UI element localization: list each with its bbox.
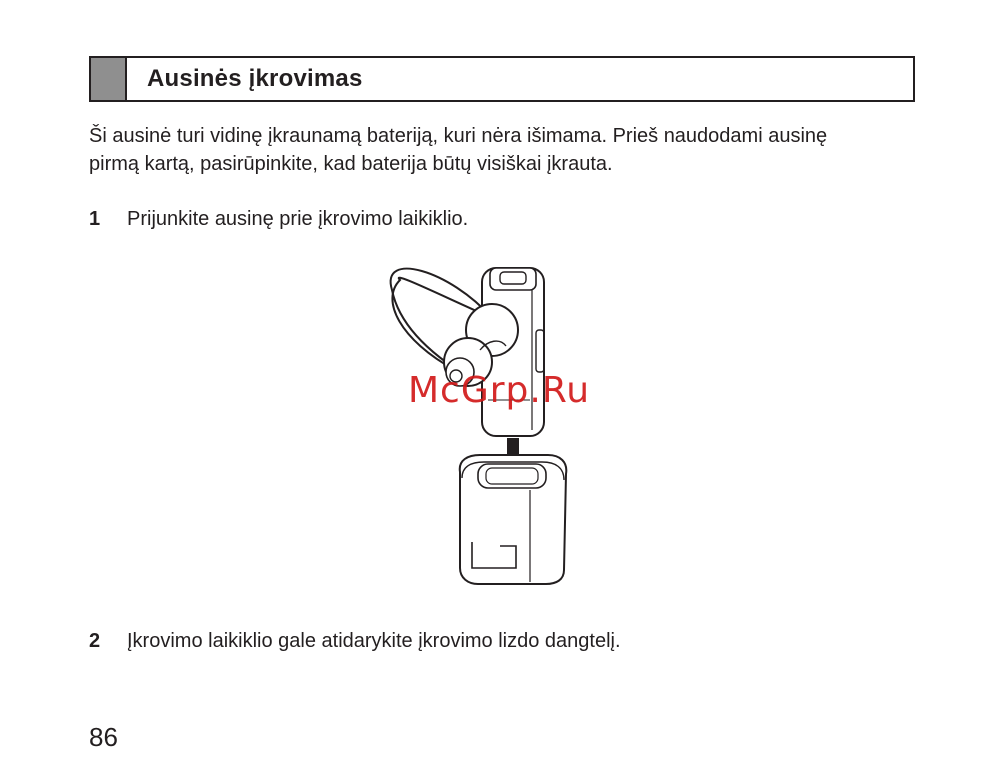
- page-number: 86: [89, 722, 118, 752]
- header-tab-marker: [91, 58, 127, 100]
- charging-cradle: [460, 455, 567, 584]
- step-text: Prijunkite ausinę prie įkrovimo laikiklio.: [127, 208, 469, 230]
- intro-paragraph: [89, 122, 929, 178]
- step-text: Įkrovimo laikiklio gale atidarykite įkrovimo lizdo dangtelį.: [127, 630, 621, 652]
- section-title: Ausinės įkrovimas: [147, 65, 363, 92]
- watermark-text: McGrp.Ru: [408, 370, 591, 411]
- step-number: 2: [89, 630, 101, 652]
- intro-line-1: Ši ausinė turi vidinę įkraunamą bateriją, kuri nėra išimama. Prieš naudodami ausinę: [89, 125, 828, 147]
- headset-charging-illustration: [380, 250, 620, 590]
- intro-line-2: pirmą kartą, pasirūpinkite, kad baterija būtų visiškai įkrauta.: [89, 153, 613, 175]
- step-number: 1: [89, 208, 101, 230]
- section-header: [89, 56, 915, 102]
